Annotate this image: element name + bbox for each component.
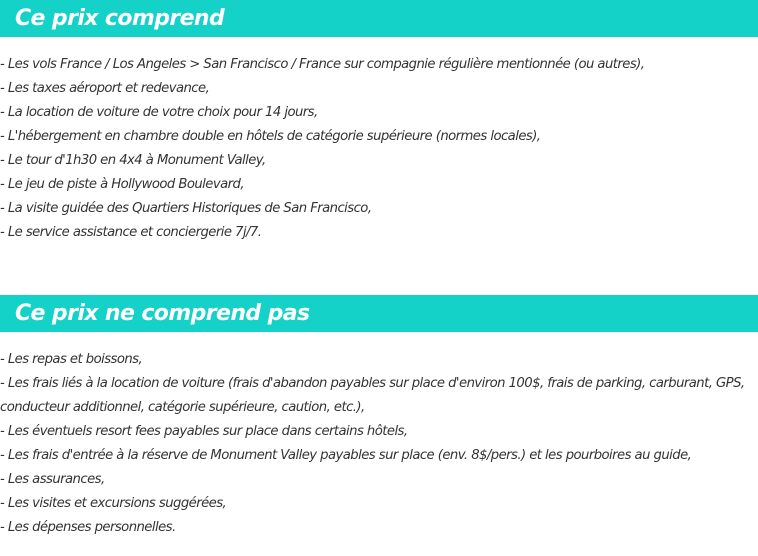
excluded-section-header bbox=[0, 295, 758, 332]
excluded-section-title: Ce prix ne comprend pas bbox=[15, 301, 310, 326]
list-item: - Les frais d'entrée à la réserve de Monument Valley payables sur place (env. 8$/pers.) et les pourboires au guide, bbox=[0, 448, 692, 463]
list-item: - Les frais liés à la location de voiture (frais d'abandon payables sur place d'environ 100$, frais de parking, carburant, GPS, conducteur additionnel, catégorie supérieure, caution, etc.), bbox=[0, 376, 745, 415]
list-item: - Les assurances, bbox=[0, 472, 105, 487]
list-item: - Le service assistance et conciergerie 7j/7. bbox=[0, 225, 262, 240]
list-item: - Les repas et boissons, bbox=[0, 352, 143, 367]
list-item: - Les visites et excursions suggérées, bbox=[0, 496, 227, 511]
list-item: - La location de voiture de votre choix pour 14 jours, bbox=[0, 105, 318, 120]
included-section-title: Ce prix comprend bbox=[15, 6, 225, 31]
list-item: - La visite guidée des Quartiers Historiques de San Francisco, bbox=[0, 201, 372, 216]
included-items-list bbox=[0, 53, 758, 245]
excluded-items-list bbox=[0, 348, 758, 540]
list-item: - Les taxes aéroport et redevance, bbox=[0, 81, 210, 96]
list-item: - Le tour d'1h30 en 4x4 à Monument Valley, bbox=[0, 153, 266, 168]
list-item: - L'hébergement en chambre double en hôtels de catégorie supérieure (normes locales), bbox=[0, 129, 541, 144]
list-item: - Les dépenses personnelles. bbox=[0, 520, 176, 535]
list-item: - Les vols France / Los Angeles > San Francisco / France sur compagnie régulière mentionnée (ou autres), bbox=[0, 57, 645, 72]
list-item: - Le jeu de piste à Hollywood Boulevard, bbox=[0, 177, 244, 192]
included-section-header bbox=[0, 0, 758, 37]
list-item: - Les éventuels resort fees payables sur place dans certains hôtels, bbox=[0, 424, 408, 439]
